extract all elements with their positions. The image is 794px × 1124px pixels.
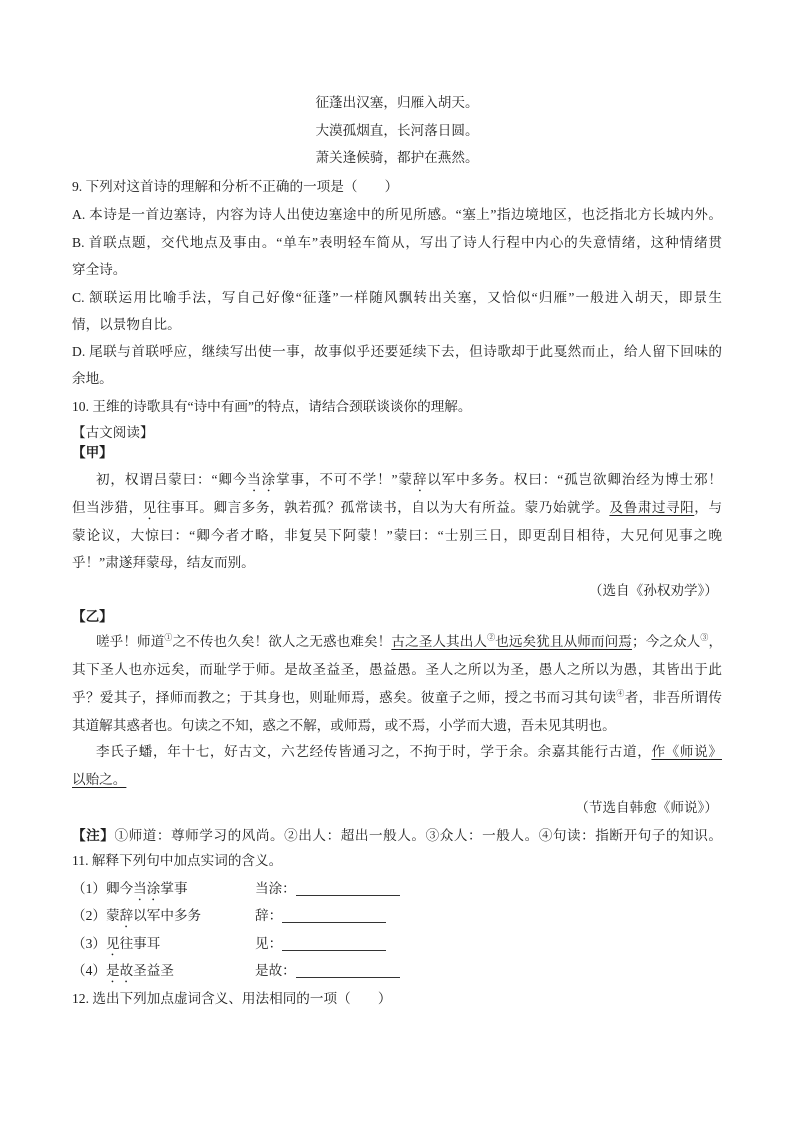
text-segment: ，与: [694, 500, 723, 515]
passage-source: （节选自韩愈《师说》）: [575, 800, 718, 815]
text-segment: 古之圣人其出人: [391, 634, 488, 649]
option-line: B. 首联点题，交代地点及事由。“单车”表明轻车简从，写出了诗人行程中内心的失意情绪，这种情绪贯: [72, 235, 722, 250]
poem-line: 萧关逢候骑，都护在燕然。: [315, 150, 479, 165]
text-segment: 圣益圣: [133, 963, 174, 978]
text-segment: 掌事: [160, 881, 188, 896]
q11-term-label: 见：: [255, 936, 283, 951]
q11-item-sentence: [72, 936, 160, 951]
text-segment: 者，非吾所谓传: [624, 690, 723, 705]
dotted-word: 辞: [412, 472, 428, 487]
footnote-marker: ①: [164, 633, 173, 642]
underlined-phrase: 及鲁肃过寻阳: [609, 500, 695, 515]
text-segment: ，: [708, 634, 723, 649]
poem-line: 大漠孤烟直，长河落日圆。: [315, 123, 479, 138]
passage-line: [72, 526, 722, 546]
option-line: 情，以景物自比。: [72, 317, 181, 332]
passage-line: [96, 632, 722, 652]
dotted-word: 是故: [105, 963, 134, 978]
text-segment: ；今之众人: [631, 634, 701, 649]
option-line: 穿全诗。: [72, 262, 127, 277]
section-title: 【古文阅读】: [72, 425, 154, 440]
question-9-stem: 9. 下列对这首诗的理解和分析不正确的一项是（ ）: [72, 179, 399, 194]
footnote: [72, 826, 722, 846]
dotted-word: 见: [142, 500, 157, 515]
underlined-phrase: 作《师说》: [651, 744, 722, 759]
passage-line: [72, 553, 722, 573]
text-segment: （4）: [72, 963, 106, 978]
passage-line: [72, 716, 722, 736]
text-segment: 其道解其惑者也。句读之不知，惑之不解，或师焉，或不焉，小学而大遗，吾未见其明也。: [72, 718, 616, 733]
answer-blank: [296, 881, 400, 896]
q11-answer: [255, 961, 400, 981]
q11-item: [72, 879, 722, 899]
text-segment: （2）蒙: [72, 908, 120, 923]
passage-line: [72, 688, 722, 708]
option-line: 余地。: [72, 371, 113, 386]
text-segment: 往事耳。卿言多务，孰若孤？孤常读书，自以为大有所益。蒙乃始就学。: [156, 500, 610, 515]
q11-term-label: 当涂：: [255, 881, 296, 896]
q11-answer: [255, 879, 400, 899]
underlined-phrase: 以贻之。: [72, 772, 127, 787]
passage-line: [72, 660, 722, 680]
passage-label: 【甲】: [72, 445, 113, 460]
q11-term-label: 是故：: [255, 963, 296, 978]
q11-item-sentence: [72, 881, 188, 896]
passage-line: [72, 498, 722, 518]
text-segment: 乎！”肃遂拜蒙母，结友而别。: [72, 555, 255, 570]
text-segment: （3）: [72, 936, 106, 951]
passage-source: （选自《孙权劝学》）: [588, 583, 718, 598]
question-10-stem: 10. 王维的诗歌具有“诗中有画”的特点，请结合颈联谈谈你的理解。: [72, 399, 472, 414]
text-segment: 其下圣人也亦远矣，而耻学于师。是故圣益圣，愚益愚。圣人之所以为圣，愚人之所以为愚，其皆出于此: [72, 662, 722, 677]
text-segment: 蒙论议，大惊曰：“卿今者才略，非复吴下阿蒙！”蒙曰：“士别三日，即更刮目相待，大兄何见事之晚: [72, 528, 722, 543]
question-12-stem: 12. 选出下列加点虚词含义、用法相同的一项（ ）: [72, 991, 392, 1006]
q11-answer: [255, 934, 386, 954]
text-segment: 嗟乎！师道: [96, 634, 165, 649]
option-line: C. 颔联运用比喻手法，写自己好像“征蓬”一样随风飘转出关塞，又恰似“归雁”一般进入胡天，即景生: [72, 290, 722, 305]
passage-label: 【乙】: [72, 609, 113, 624]
footnote-marker: ②: [487, 633, 496, 642]
option-line: D. 尾联与首联呼应，继续写出使一事，故事似乎还要延续下去，但诗歌却于此戛然而止，给人留下回味的: [72, 344, 722, 359]
q11-item: [72, 906, 722, 926]
passage-line: [96, 742, 722, 762]
answer-blank: [296, 963, 400, 978]
text-segment: 掌事，不可不学！”蒙: [276, 472, 413, 487]
answer-blank: [282, 936, 386, 951]
q11-answer: [255, 906, 386, 926]
text-segment: 李氏子蟠，年十七，好古文，六艺经传皆通习之，不拘于时，学于余。余嘉其能行古道，: [96, 744, 652, 759]
question-11-stem: 11. 解释下列句中加点实词的含义。: [72, 853, 283, 868]
q11-item: [72, 961, 722, 981]
option-line: A. 本诗是一首边塞诗，内容为诗人出使边塞途中的所见所感。“塞上”指边境地区，也泛指北方长城内外。: [72, 207, 722, 222]
text-segment: 也远矣犹且从师而问焉: [495, 634, 632, 649]
footnote-marker: ③: [700, 633, 709, 642]
dotted-word: 当涂: [133, 881, 161, 896]
poem-line: 征蓬出汉塞，归雁入胡天。: [315, 95, 479, 110]
q11-item: [72, 934, 722, 954]
text-segment: 初，权谓吕蒙曰：“卿今: [96, 472, 248, 487]
text-segment: 但当涉猎，: [72, 500, 143, 515]
footnote-marker: ④: [616, 689, 625, 698]
dotted-word: 见: [105, 936, 120, 951]
dotted-word: 辞: [119, 908, 134, 923]
text-segment: 之不传也久矣！欲人之无惑也难矣！: [172, 634, 392, 649]
text-segment: 以军中多务。权曰：“孤岂欲卿治经为博士邪！: [427, 472, 722, 487]
q11-item-sentence: [72, 963, 174, 978]
passage-line: [72, 770, 722, 790]
answer-blank: [282, 908, 386, 923]
text-segment: （1）卿今: [72, 881, 134, 896]
text-segment: 往事耳: [119, 936, 161, 951]
footnote-label: 【注】: [72, 828, 115, 843]
footnote-text: ①师道：尊师学习的风尚。②出人：超出一般人。③众人：一般人。④句读：指断开句子的知识。: [114, 828, 723, 843]
text-segment: 乎？爱其子，择师而教之；于其身也，则耻师焉，惑矣。彼童子之师，授之书而习其句读: [72, 690, 617, 705]
q11-item-sentence: [72, 908, 201, 923]
dotted-word: 当涂: [247, 472, 277, 487]
text-segment: 以军中多务: [133, 908, 202, 923]
passage-line: [96, 470, 722, 490]
underlined-sentence: [391, 634, 632, 649]
q11-term-label: 辞：: [255, 908, 283, 923]
